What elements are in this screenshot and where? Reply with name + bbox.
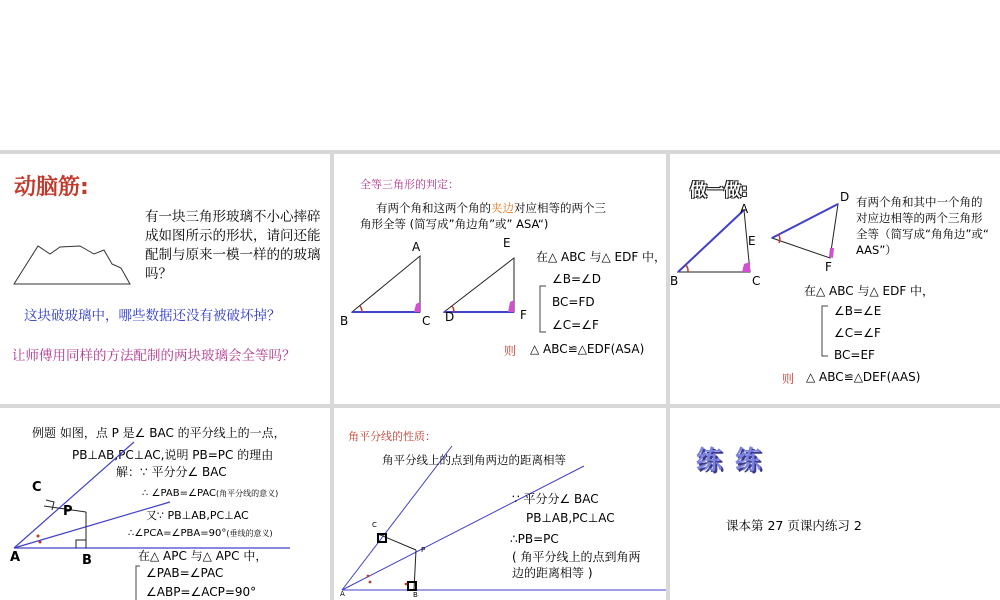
slide-thumbnail-4[interactable] <box>0 408 330 600</box>
vertex-label-b: B <box>340 314 349 328</box>
slide-title: 做一做: <box>690 181 748 201</box>
condition-angle-c: ∠C=∠F <box>552 318 599 332</box>
vertex-label-a: A <box>412 240 421 254</box>
vertex-label-c: C <box>32 480 42 495</box>
step-1-text: ∴ ∠PAB=∠PAC <box>142 488 216 499</box>
bisector-property-statement: 角平分线上的点到角两边的距离相等 <box>382 453 566 467</box>
step-5: ∠PAB=∠PAC <box>146 566 224 580</box>
slide-title: 动脑筋: <box>14 175 89 200</box>
step-1-note: (角平分线的意义) <box>215 489 279 498</box>
exercise-assignment: 课本第 27 页课内练习 2 <box>726 518 862 533</box>
step-2: 又∵ PB⊥AB,PC⊥AC <box>146 509 249 522</box>
asa-triangles-figure <box>334 154 666 404</box>
vertex-label-c: C <box>752 274 761 288</box>
step-3-note: (垂线的意义) <box>226 529 273 538</box>
vertex-label-a: A <box>740 202 749 216</box>
conclusion-then: 则 <box>782 372 795 386</box>
example-line2: PB⊥AB,PC⊥AC,说明 PB=PC 的理由 <box>72 448 274 462</box>
vertex-label-b: B <box>670 274 679 288</box>
conclusion-result: △ ABC≌△DEF(AAS) <box>806 370 921 384</box>
slide-thumbnail-3[interactable] <box>670 154 1000 404</box>
question-undamaged-data: 这块破玻璃中，哪些数据还没有被破坏掉？ <box>24 308 281 324</box>
slide-thumbnail-5[interactable] <box>334 408 666 600</box>
bisector-property-figure <box>334 408 666 600</box>
vertex-label-p: P <box>421 546 426 554</box>
vertex-label-f: F <box>520 308 527 322</box>
condition-side-bc: BC=FD <box>552 295 595 309</box>
condition-angle-b: ∠B=∠D <box>552 272 602 286</box>
triangle-context: 在△ ABC 与△ EDF 中， <box>804 284 935 298</box>
reason-2: PB⊥AB,PC⊥AC <box>526 511 615 525</box>
condition-angle-c: ∠C=∠F <box>834 326 881 340</box>
conclusion-result: △ ABC≌△EDF(ASA) <box>530 342 645 356</box>
vertex-label-a: A <box>10 550 21 565</box>
solution-line: 解：∵ 平分分∠ BAC <box>116 465 227 479</box>
vertex-label-f: F <box>825 260 832 274</box>
conclusion-then: 则 <box>504 344 517 358</box>
aas-description: 有两个角和其中一个角的对应边相等的两个三角形全等（简写成“角角边”或“ AAS”） <box>856 195 989 257</box>
vertex-label-b: B <box>82 553 92 568</box>
reason-5: 边的距离相等 ) <box>512 566 593 580</box>
slide-thumbnail-2[interactable] <box>334 154 666 404</box>
slide-title: 角平分线的性质： <box>348 430 436 443</box>
step-6: ∠ABP=∠ACP=90° <box>146 585 257 599</box>
desc-part-b: 对应相等的两个三 <box>514 201 606 215</box>
desc-emphasis: 夹边 <box>491 201 514 215</box>
vertex-label-e: E <box>748 234 756 248</box>
condition-side-bc: BC=EF <box>834 348 875 362</box>
bisector-figure <box>0 408 330 600</box>
vertex-label-a: A <box>340 590 345 598</box>
vertex-label-d: D <box>840 190 850 204</box>
triangle-context: 在△ ABC 与△ EDF 中， <box>536 250 666 264</box>
glass-question: 有一块三角形玻璃不小心摔碎成如图所示的形状，请问还能配制与原来一模一样的的玻璃吗？ <box>145 209 321 282</box>
vertex-label-p: P <box>63 504 73 519</box>
vertex-label-c: C <box>372 521 377 529</box>
reason-3: ∴PB=PC <box>510 532 559 546</box>
reason-4: ( 角平分线上的点到角两 <box>512 550 641 564</box>
example-line1: 例题 如图，点 P 是∠ BAC 的平分线上的一点， <box>32 426 286 440</box>
asa-description-line2: 角形全等 (简写成”角边角”或” ASA“) <box>360 217 549 231</box>
vertex-label-d: D <box>445 310 455 324</box>
step-4: 在△ APC 与△ APC 中， <box>138 549 268 563</box>
vertex-label-c: C <box>422 314 431 328</box>
slide-grid <box>0 150 1000 600</box>
step-3-text: ∴∠PCA=∠PBA=90° <box>128 528 227 539</box>
slide-thumbnail-1[interactable] <box>0 154 330 404</box>
condition-angle-b: ∠B=∠E <box>834 304 882 318</box>
desc-part-a: 有两个角和这两个角的 <box>376 201 491 215</box>
question-congruent: 让师傅用同样的方法配制的两块玻璃会全等吗？ <box>12 348 296 364</box>
slide-title: 练 练 <box>696 446 764 476</box>
slide-title: 全等三角形的判定： <box>360 178 459 191</box>
slide-thumbnail-6[interactable] <box>670 408 1000 600</box>
vertex-label-b: B <box>413 591 418 599</box>
aas-triangles-figure <box>670 154 1000 404</box>
vertex-label-e: E <box>503 236 511 250</box>
reason-1: ∵ 平分分∠ BAC <box>512 492 599 506</box>
